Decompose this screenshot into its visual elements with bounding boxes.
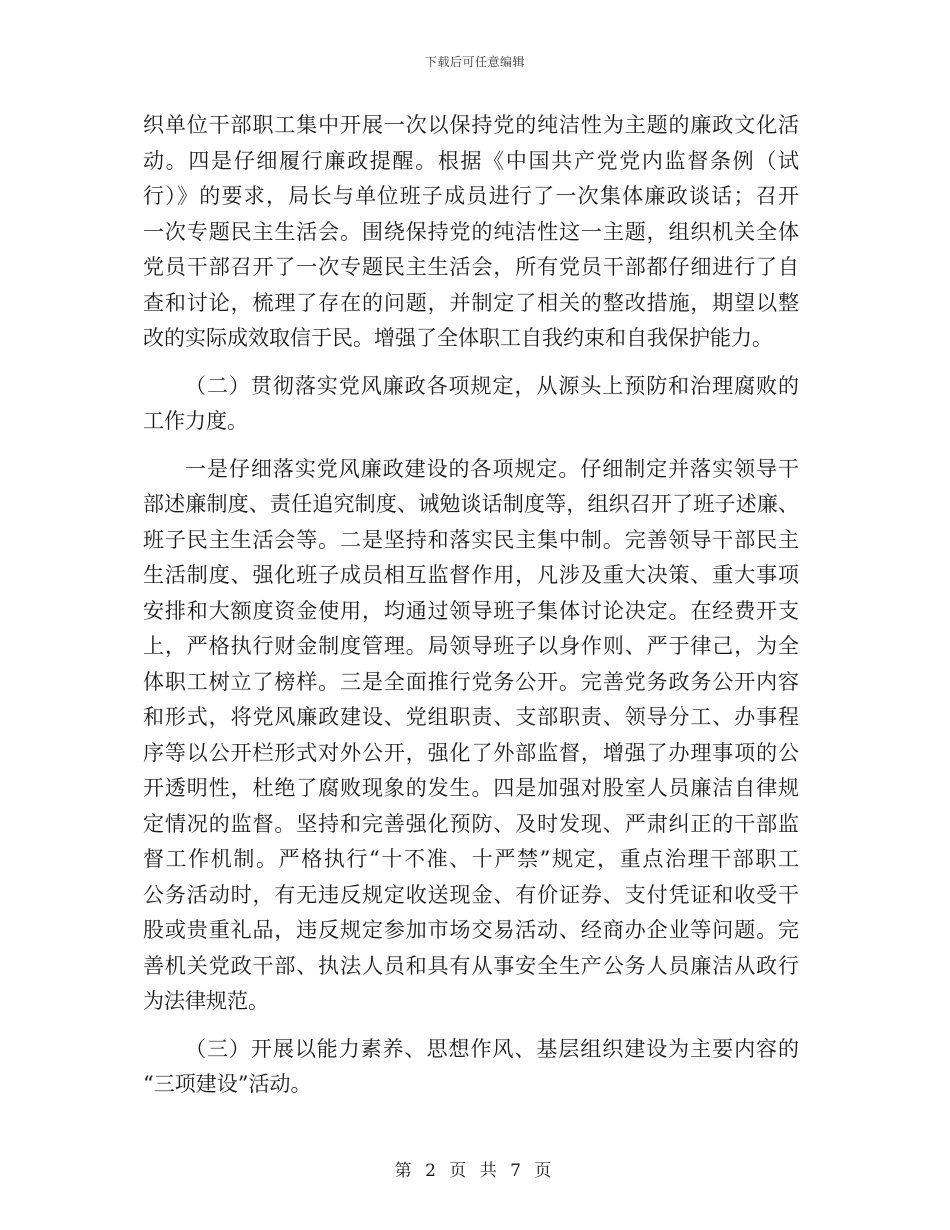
section-heading-line: “三项建设”活动。 [143, 1072, 312, 1096]
text-line: 督工作机制。严格执行“十不准、十严禁”规定，重点治理干部职工 [143, 847, 799, 871]
text-line: 织单位干部职工集中开展一次以保持党的纯洁性为主题的廉政文化活 [143, 113, 799, 137]
text-line: 安排和大额度资金使用，均通过领导班子集体讨论决定。在经费开支 [143, 598, 799, 623]
text-line: 序等以公开栏形式对外公开，强化了外部监督，增强了办理事项的公 [143, 740, 799, 765]
text-line: 查和讨论，梳理了存在的问题，并制定了相关的整改措施，期望以整 [143, 290, 799, 315]
text-line: 改的实际成效取信于民。增强了全体职工自我约束和自我保护能力。 [143, 326, 773, 350]
text-line: 为法律规范。 [143, 989, 269, 1013]
text-line: 党员干部召开了一次专题民主生活会，所有党员干部都仔细进行了自 [143, 255, 799, 279]
section-heading-line: （三）开展以能力素养、思想作风、基层组织建设为主要内容的 [185, 1036, 799, 1061]
text-line: 股或贵重礼品，违反规定参加市场交易活动、经商办企业等问题。完 [143, 918, 799, 942]
text-line: 体职工树立了榜样。三是全面推行党务公开。完善党务政务公开内容 [143, 669, 799, 694]
text-line: 部述廉制度、责任追究制度、诫勉谈话制度等，组织召开了班子述廉、 [143, 492, 799, 516]
text-line: 班子民主生活会等。二是坚持和落实民主集中制。完善领导干部民主 [143, 527, 799, 552]
text-line: 动。四是仔细履行廉政提醒。根据《中国共产党党内监督条例（试 [143, 148, 799, 173]
text-line: 一次专题民主生活会。围绕保持党的纯洁性这一主题，组织机关全体 [143, 219, 799, 244]
text-line: 生活制度、强化班子成员相互监督作用，凡涉及重大决策、重大事项 [143, 563, 799, 587]
text-line: 一是仔细落实党风廉政建设的各项规定。仔细制定并落实领导干 [185, 456, 799, 481]
text-line: 善机关党政干部、执法人员和具有从事安全生产公务人员廉洁从政行 [143, 953, 799, 978]
text-line: 开透明性，杜绝了腐败现象的发生。四是加强对股室人员廉洁自律规 [143, 776, 799, 800]
text-line: 上，严格执行财金制度管理。局领导班子以身作则、严于律己，为全 [143, 634, 799, 658]
section-heading-line: 工作力度。 [143, 409, 248, 433]
text-line: 定情况的监督。坚持和完善强化预防、及时发现、严肃纠正的干部监 [143, 811, 799, 836]
text-line: 公务活动时，有无违反规定收送现金、有价证券、支付凭证和收受干 [143, 882, 799, 907]
text-line: 和形式，将党风廉政建设、党组职责、支部职责、领导分工、办事程 [143, 705, 799, 729]
page-number-footer: 第 2 页 共 7 页 [394, 1161, 556, 1181]
page-header: 下载后可任意编辑 [424, 55, 525, 69]
section-heading-line: （二）贯彻落实党风廉政各项规定，从源头上预防和治理腐败的 [185, 373, 799, 398]
document-body [143, 108, 799, 1103]
text-line: 行）》的要求，局长与单位班子成员进行了一次集体廉政谈话；召开 [143, 184, 799, 208]
